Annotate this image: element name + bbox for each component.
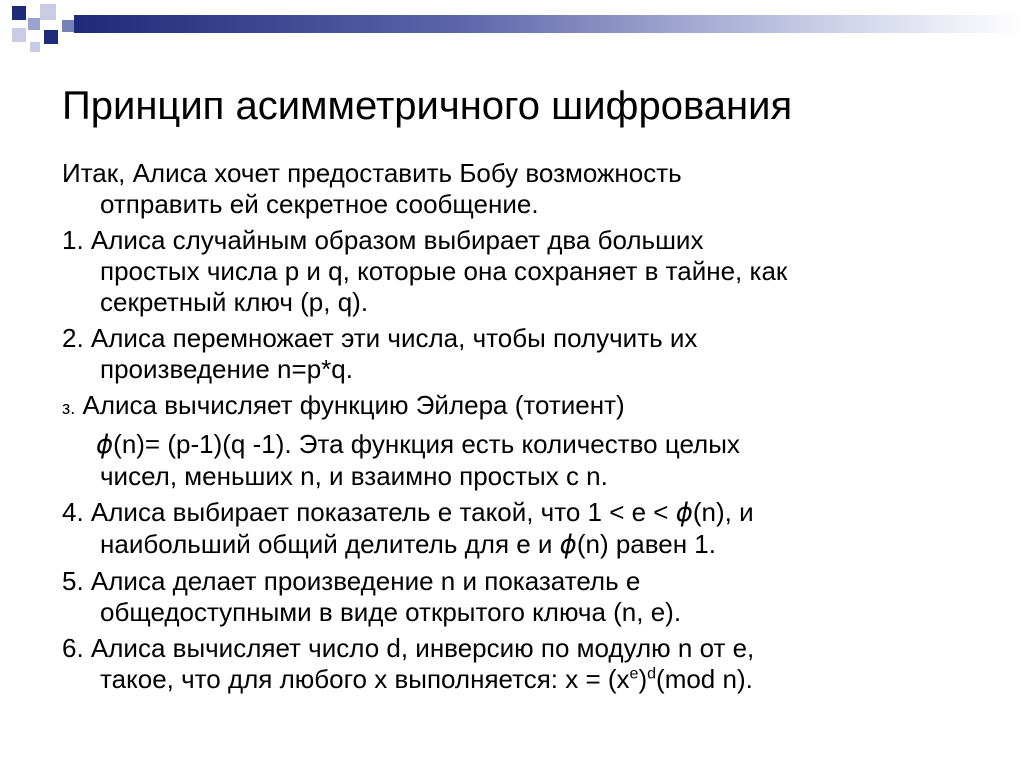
phi-symbol: ϕ	[96, 430, 114, 460]
title-gradient-bar	[74, 15, 1024, 33]
intro-paragraph: Итак, Алиса хочет предоставить Бобу возможность отправить ей секретное сообщение.	[62, 158, 682, 219]
step-5: 5. Алиса делает произведение n и показатель e общедоступными в виде открытого ключа (n, e).	[62, 566, 682, 627]
step-4-part-b: (n), и наибольший общий делитель для e и	[100, 497, 754, 559]
step-3-formula	[62, 429, 962, 492]
step-6-part-a: 6. Алиса вычисляет число d, инверсию по модулю n от e, такое, что для любого x выполняется: x = (x	[62, 633, 755, 694]
exponent-e: e	[629, 665, 639, 683]
exponent-d: d	[647, 665, 657, 683]
phi-symbol: ϕ	[559, 530, 577, 560]
step-3-formula-text: (n)= (p-1)(q -1). Эта функция есть количество целых чисел, меньших n, и взаимно простых с n.	[100, 429, 740, 491]
step-3-text: Алиса вычисляет функцию Эйлера (тотиент)	[75, 390, 625, 420]
step-6-part-b: (mod n).	[656, 664, 753, 694]
step-2: 2. Алиса перемножает эти числа, чтобы получить их произведение n=p*q.	[62, 323, 698, 384]
decor-square	[30, 42, 40, 52]
step-4-part-c: (n) равен 1.	[576, 529, 716, 559]
step-3-number: з.	[62, 398, 76, 418]
slide-body	[62, 158, 962, 700]
close-paren: )	[638, 664, 648, 694]
step-3	[62, 390, 962, 424]
decor-square	[28, 18, 40, 30]
decor-square	[12, 28, 26, 42]
decor-square	[40, 4, 56, 20]
decor-square	[62, 20, 74, 32]
step-4-part-a: 4. Алиса выбирает показатель e такой, что 1 < e <	[62, 497, 676, 527]
step-1: 1. Алиса случайным образом выбирает два больших простых числа p и q, которые она сохраняет в тайне, как секретный ключ (p, q).	[62, 225, 788, 317]
decor-square	[12, 6, 26, 20]
phi-symbol: ϕ	[675, 498, 693, 528]
decor-square	[44, 30, 58, 44]
step-6	[62, 633, 962, 695]
step-4	[62, 497, 962, 561]
slide-title: Принцип асимметричного шифрования	[62, 84, 793, 128]
